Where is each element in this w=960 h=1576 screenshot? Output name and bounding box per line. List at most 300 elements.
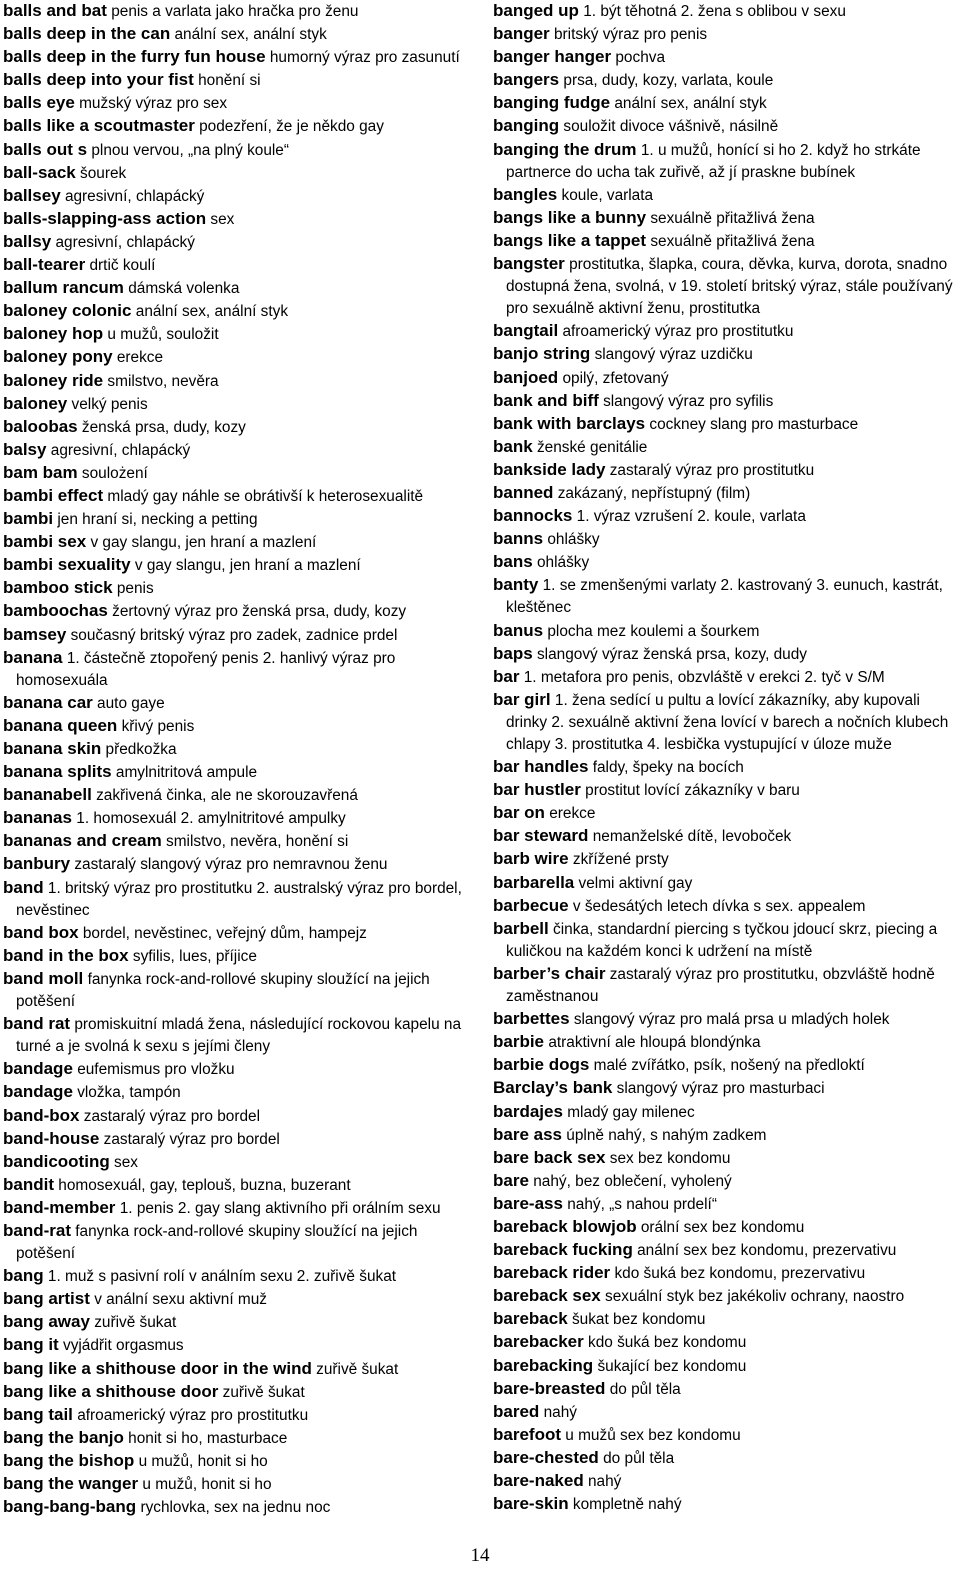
entry-definition: atraktivní ale hloupá blondýnka xyxy=(548,1034,761,1052)
entry-term: banjo string xyxy=(493,344,591,364)
entry-term: barefoot xyxy=(493,1424,561,1444)
entry-definition: 1. být těhotná 2. žena s oblibou v sexu xyxy=(583,3,846,20)
entry-term: bare-breasted xyxy=(493,1378,606,1398)
entry-definition: amylnitritová ampule xyxy=(115,764,258,782)
entry-term: ball-sack xyxy=(3,162,76,182)
entry-term: banbury xyxy=(3,854,71,874)
dictionary-entry xyxy=(3,323,465,346)
entry-definition: anální sex, anální styk xyxy=(614,95,767,113)
entry-definition: sexuálně přitažlivá žena xyxy=(650,209,815,227)
dictionary-entry xyxy=(3,393,465,416)
dictionary-entry xyxy=(3,1058,465,1081)
dictionary-entry xyxy=(3,922,465,945)
dictionary-entry xyxy=(3,830,465,853)
entry-term: baps xyxy=(493,643,533,663)
dictionary-entry xyxy=(3,647,465,692)
entry-term: banana splits xyxy=(3,762,112,782)
entry-definition: nahý, bez oblečení, vyholený xyxy=(533,1172,732,1190)
entry-term: ballsey xyxy=(3,185,61,205)
entry-definition: afroamerický výraz pro prostitutku xyxy=(562,323,794,341)
entry-term: barbecue xyxy=(493,895,569,915)
entry-term: bareback xyxy=(493,1309,568,1329)
entry-term: bandit xyxy=(3,1174,54,1194)
entry-term: bangles xyxy=(493,184,558,204)
dictionary-entry xyxy=(3,1151,465,1174)
entry-term: bare-naked xyxy=(493,1471,584,1490)
dictionary-entry xyxy=(3,1334,465,1357)
entry-definition: anální sex, anální styk xyxy=(135,303,289,321)
entry-term: bananas xyxy=(3,808,72,828)
entry-term: bangers xyxy=(493,70,560,90)
entry-definition: slangový výraz pro malá prsa u mladých holek xyxy=(573,1011,890,1029)
entry-definition: zuřivě šukat xyxy=(316,1360,399,1378)
dictionary-entry xyxy=(493,1147,955,1170)
entry-term: bang tail xyxy=(3,1404,73,1424)
dictionary-entry xyxy=(493,1378,955,1401)
entry-definition: mužský výraz pro sex xyxy=(79,95,228,113)
entry-term: barbarella xyxy=(493,872,575,892)
dictionary-entry xyxy=(493,320,955,343)
entry-definition: agresivní, chlapácký xyxy=(64,187,205,205)
dictionary-entry xyxy=(493,343,955,366)
dictionary-entry xyxy=(3,115,465,138)
entry-definition: slangový výraz pro masturbaci xyxy=(616,1080,825,1098)
entry-term: Barclay’s bank xyxy=(493,1078,613,1098)
entry-definition: v anální sexu aktivní muž xyxy=(94,1291,267,1309)
entry-definition: dámská volenka xyxy=(128,280,240,298)
dictionary-entry xyxy=(493,253,955,320)
entry-definition: plnou vervou, „na plný koule“ xyxy=(91,141,289,159)
entry-definition: ženské genitálie xyxy=(536,438,648,456)
entry-term: barebacking xyxy=(493,1355,594,1375)
entry-term: bar handles xyxy=(493,757,589,777)
entry-definition: u mužů, honit si ho xyxy=(142,1476,272,1493)
entry-definition: agresivní, chlapácký xyxy=(50,441,191,459)
entry-term: balls deep into your fist xyxy=(3,70,194,90)
dictionary-entry xyxy=(493,1101,955,1124)
entry-term: bang the bishop xyxy=(3,1450,135,1470)
entry-term: barbie dogs xyxy=(493,1055,590,1075)
entry-definition: žertovný výraz pro ženská prsa, dudy, kozy xyxy=(112,603,407,621)
entry-definition: v gay slangu, jen hraní a mazlení xyxy=(134,557,361,575)
entry-definition: mladý gay náhle se obrátivší k heterosexualitě xyxy=(107,487,424,505)
dictionary-entry xyxy=(3,1197,465,1220)
entry-term: banging fudge xyxy=(493,93,611,113)
dictionary-entry xyxy=(3,485,465,508)
entry-definition: eufemismus pro vložku xyxy=(77,1061,235,1079)
entry-definition: 1. u mužů, honící si ho 2. když ho strkáte partnerce do ucha tak zuřivě, až jí praskne bubínek xyxy=(506,141,921,181)
dictionary-entry xyxy=(3,0,465,23)
dictionary-entry xyxy=(493,689,955,756)
dictionary-entry xyxy=(493,115,955,138)
entry-term: bankside lady xyxy=(493,459,606,479)
entry-term: balls and bat xyxy=(3,1,107,20)
entry-definition: ženská prsa, dudy, kozy xyxy=(81,418,246,436)
dictionary-entry xyxy=(493,756,955,779)
dictionary-entry xyxy=(493,1308,955,1331)
dictionary-entry xyxy=(3,162,465,185)
dictionary-entry xyxy=(3,945,465,968)
entry-term: bar hustler xyxy=(493,780,581,800)
dictionary-entry xyxy=(493,413,955,436)
entry-definition: kdo šuká bez kondomu xyxy=(588,1334,747,1352)
dictionary-entry xyxy=(493,1031,955,1054)
entry-definition: u mužů sex bez kondomu xyxy=(565,1426,741,1444)
entry-term: bangster xyxy=(493,254,565,274)
dictionary-entry xyxy=(3,1105,465,1128)
entry-definition: prostitut lovící zákazníky v baru xyxy=(585,782,800,800)
entry-definition: zastaralý výraz pro bordel xyxy=(103,1130,280,1148)
entry-term: bam bam xyxy=(3,462,78,482)
entry-term: bare-ass xyxy=(493,1193,563,1213)
entry-definition: syfilis, lues, příjice xyxy=(132,947,257,965)
dictionary-entry xyxy=(3,577,465,600)
entry-definition: 1. žena sedící u pultu a lovící zákazníky, aby kupovali drinky 2. sexuálně aktivní žena lovící v barech a nočních klubech chlapy 3. prostitutka 4. lesbička vystupující v úloze muže xyxy=(506,691,949,753)
entry-term: bamboo stick xyxy=(3,578,113,598)
entry-definition: zastaralý výraz pro bordel xyxy=(83,1107,260,1125)
entry-definition: humorný výraz pro zasunutí xyxy=(269,49,460,67)
dictionary-entry xyxy=(3,554,465,577)
dictionary-entry xyxy=(3,23,465,46)
dictionary-entry xyxy=(3,807,465,830)
dictionary-entry xyxy=(493,367,955,390)
entry-definition: smilstvo, nevěra, honění si xyxy=(166,833,349,851)
entry-term: bang like a shithouse door in the wind xyxy=(3,1358,312,1378)
entry-definition: kdo šuká bez kondomu, prezervativu xyxy=(614,1265,866,1283)
entry-term: balls eye xyxy=(3,93,75,113)
entry-term: banana skin xyxy=(3,739,102,758)
entry-term: band rat xyxy=(3,1014,71,1034)
entry-term: balls out s xyxy=(3,139,88,159)
dictionary-entry xyxy=(3,1358,465,1381)
entry-term: band xyxy=(3,877,44,897)
entry-term: bang it xyxy=(3,1335,59,1355)
entry-term: balls deep in the can xyxy=(3,24,171,44)
entry-term: ballum rancum xyxy=(3,278,124,298)
entry-term: barbettes xyxy=(493,1009,570,1029)
dictionary-entry xyxy=(493,92,955,115)
entry-term: bank and biff xyxy=(493,390,599,410)
entry-term: balsy xyxy=(3,439,47,459)
dictionary-entry xyxy=(3,853,465,876)
entry-definition: drtič koulí xyxy=(89,257,156,275)
entry-definition: křivý penis xyxy=(121,717,195,735)
entry-definition: šukat bez kondomu xyxy=(571,1311,706,1329)
entry-definition: plocha mez koulemi a šourkem xyxy=(547,622,760,640)
dictionary-entry xyxy=(3,1450,465,1473)
dictionary-entry xyxy=(493,1193,955,1216)
entry-term: bandage xyxy=(3,1082,73,1102)
entry-definition: slangový výraz pro syfilis xyxy=(603,392,774,410)
entry-term: bandage xyxy=(3,1059,73,1079)
entry-definition: 1. britský výraz pro prostitutku 2. australský výraz pro bordel, nevěstinec xyxy=(16,879,462,919)
entry-term: baloobas xyxy=(3,416,78,436)
entry-term: bananabell xyxy=(3,785,92,805)
dictionary-entry xyxy=(3,69,465,92)
entry-definition: 1. částečně ztopořený penis 2. hanlivý výraz pro homosexuála xyxy=(16,649,396,689)
entry-term: bare-skin xyxy=(493,1494,569,1514)
entry-definition: sex xyxy=(114,1153,138,1171)
entry-definition: smilstvo, nevěra xyxy=(107,372,219,390)
entry-term: banana xyxy=(3,647,63,667)
entry-definition: činka, standardní piercing s tyčkou jdoucí skrz, piecing a kuličkou na každém konci k udržení na místě xyxy=(506,920,938,960)
entry-term: bar girl xyxy=(493,689,551,709)
dictionary-entry xyxy=(3,46,465,69)
dictionary-entry xyxy=(3,531,465,554)
dictionary-entry xyxy=(493,184,955,207)
dictionary-entry xyxy=(493,1239,955,1262)
dictionary-entry xyxy=(493,482,955,505)
dictionary-entry xyxy=(493,1077,955,1100)
entry-definition: 1. homosexuál 2. amylnitritové ampulky xyxy=(76,810,346,828)
entry-definition: erekce xyxy=(116,349,164,367)
entry-definition: promiskuitní mladá žena, následující rockovou kapelu na turné a je svolná k sexu s jejími členy xyxy=(16,1016,462,1056)
entry-definition: do půl těla xyxy=(603,1449,675,1467)
dictionary-entry xyxy=(493,1401,955,1424)
dictionary-entry xyxy=(3,784,465,807)
dictionary-entry xyxy=(3,1174,465,1197)
entry-definition: fanynka rock-and-rollové skupiny sloužící na jejich potěšení xyxy=(16,970,430,1011)
entry-definition: opilý, zfetovaný xyxy=(562,369,669,387)
entry-definition: ohlášky xyxy=(536,554,590,572)
entry-definition: prostitutka, šlapka, coura, děvka, kurva, dorota, snadno dostupná žena, svolná, v 19. století britský výraz, stále používaný pro sexuálně aktivní ženu, prostitutka xyxy=(506,256,953,318)
entry-definition: penis a varlata jako hračka pro ženu xyxy=(111,3,359,20)
entry-term: bans xyxy=(493,552,533,572)
dictionary-entry xyxy=(493,23,955,46)
dictionary-entry xyxy=(3,1288,465,1311)
entry-term: bar on xyxy=(493,803,545,823)
entry-definition: podezření, že je někdo gay xyxy=(199,118,384,136)
entry-definition: zakřivená činka, ale ne skorouzavřená xyxy=(96,787,358,805)
dictionary-entry xyxy=(493,895,955,918)
dictionary-entry xyxy=(493,528,955,551)
entry-definition: sexuální styk bez jakékoliv ochrany, naostro xyxy=(605,1288,905,1306)
entry-term: barbell xyxy=(493,918,549,938)
entry-definition: zakázaný, nepřístupný (film) xyxy=(557,484,751,502)
entry-term: band box xyxy=(3,922,79,942)
dictionary-entry xyxy=(493,1447,955,1470)
entry-term: banged up xyxy=(493,1,579,20)
dictionary-entry xyxy=(493,574,955,619)
entry-term: bardajes xyxy=(493,1101,563,1121)
entry-term: banty xyxy=(493,575,539,595)
entry-definition: 1. se zmenšenými varlaty 2. kastrovaný 3. eunuch, kastrát, kleštěnec xyxy=(506,577,943,617)
dictionary-entry xyxy=(493,1470,955,1493)
dictionary-entry xyxy=(493,139,955,184)
dictionary-entry xyxy=(3,370,465,393)
entry-term: baloney colonic xyxy=(3,301,132,321)
entry-definition: erekce xyxy=(549,805,596,823)
entry-term: ball-tearer xyxy=(3,255,86,275)
entry-term: baloney pony xyxy=(3,347,113,367)
dictionary-entry xyxy=(493,620,955,643)
entry-definition: cockney slang pro masturbace xyxy=(649,415,859,433)
entry-term: bangs like a tappet xyxy=(493,230,647,250)
entry-definition: slangový výraz uzdičku xyxy=(594,346,753,364)
dictionary-entry xyxy=(493,1424,955,1447)
entry-definition: anální sex bez kondomu, prezervativu xyxy=(637,1242,897,1260)
dictionary-entry xyxy=(3,300,465,323)
entry-term: banger xyxy=(493,24,550,44)
dictionary-entry xyxy=(493,666,955,689)
right-column xyxy=(493,0,955,1516)
entry-definition: honit si ho, masturbace xyxy=(128,1429,288,1447)
entry-definition: předkožka xyxy=(105,741,177,758)
entry-definition: koule, varlata xyxy=(561,186,654,204)
entry-definition: zkřížené prsty xyxy=(572,851,669,869)
entry-definition: velmi aktivní gay xyxy=(578,874,693,892)
entry-term: band-member xyxy=(3,1197,116,1217)
entry-definition: anální sex, anální styk xyxy=(174,26,327,44)
dictionary-entry xyxy=(493,1493,955,1516)
entry-term: baloney hop xyxy=(3,324,104,344)
dictionary-entry xyxy=(493,1216,955,1239)
entry-term: bang artist xyxy=(3,1289,90,1309)
dictionary-entry xyxy=(493,207,955,230)
entry-definition: honění si xyxy=(198,72,261,90)
dictionary-entry xyxy=(3,185,465,208)
entry-definition: u mužů, honit si ho xyxy=(138,1452,268,1470)
dictionary-entry xyxy=(493,46,955,69)
entry-term: bambi sexuality xyxy=(3,555,131,575)
entry-term: band-house xyxy=(3,1128,100,1148)
entry-term: banana queen xyxy=(3,715,118,735)
entry-definition: afroamerický výraz pro prostitutku xyxy=(77,1406,309,1424)
dictionary-entry xyxy=(493,802,955,825)
page-number: 14 xyxy=(470,1545,490,1566)
entry-term: bang like a shithouse door xyxy=(3,1381,219,1401)
entry-definition: nahý xyxy=(587,1473,622,1490)
dictionary-entry xyxy=(3,254,465,277)
entry-definition: penis xyxy=(116,580,154,598)
entry-term: balls like a scoutmaster xyxy=(3,116,195,136)
dictionary-entry xyxy=(3,277,465,300)
entry-definition: nemanželské dítě, levoboček xyxy=(592,828,792,846)
entry-term: bare back sex xyxy=(493,1147,606,1167)
entry-definition: jen hraní si, necking a petting xyxy=(57,511,258,529)
entry-term: bambi effect xyxy=(3,485,104,505)
entry-definition: zuřivě šukat xyxy=(94,1314,177,1332)
entry-term: bare xyxy=(493,1170,529,1190)
entry-definition: faldy, špeky na bocích xyxy=(592,759,744,777)
entry-term: banned xyxy=(493,482,554,502)
dictionary-entry xyxy=(3,139,465,162)
entry-definition: velký penis xyxy=(71,395,148,413)
entry-term: bare-chested xyxy=(493,1447,599,1467)
entry-definition: malé zvířátko, psík, nošený na předloktí xyxy=(593,1057,865,1075)
dictionary-entry xyxy=(493,459,955,482)
dictionary-entry xyxy=(493,1054,955,1077)
dictionary-entry xyxy=(493,848,955,871)
entry-definition: britský výraz pro penis xyxy=(553,26,708,44)
dictionary-entry xyxy=(3,1381,465,1404)
dictionary-entry xyxy=(3,738,465,761)
entry-definition: sex xyxy=(210,210,235,228)
entry-definition: rychlovka, sex na jednu noc xyxy=(140,1499,331,1517)
entry-term: barb wire xyxy=(493,849,569,869)
dictionary-entry xyxy=(3,600,465,623)
entry-definition: 1. penis 2. gay slang aktivního při orálním sexu xyxy=(119,1199,441,1217)
dictionary-entry xyxy=(3,624,465,647)
entry-term: banns xyxy=(493,529,544,549)
entry-term: bang the banjo xyxy=(3,1427,124,1447)
entry-term: bangs like a bunny xyxy=(493,207,647,227)
entry-term: banging the drum xyxy=(493,139,637,159)
entry-definition: sex bez kondomu xyxy=(609,1149,731,1167)
entry-term: bar steward xyxy=(493,826,589,846)
entry-definition: soulożení xyxy=(81,464,148,482)
dictionary-entry xyxy=(493,1331,955,1354)
entry-term: bambi sex xyxy=(3,532,87,552)
entry-term: balls deep in the furry fun house xyxy=(3,47,266,67)
entry-term: bang-bang-bang xyxy=(3,1497,137,1517)
dictionary-entry xyxy=(493,505,955,528)
entry-definition: nahý xyxy=(543,1403,577,1421)
entry-definition: slangový výraz ženská prsa, kozy, dudy xyxy=(536,645,807,663)
entry-definition: 1. muž s pasivní rolí v análním sexu 2. zuřivě šukat xyxy=(47,1268,397,1286)
entry-term: bar xyxy=(493,666,520,686)
entry-term: banus xyxy=(493,620,544,640)
dictionary-entry xyxy=(3,92,465,115)
entry-term: bank xyxy=(493,436,533,456)
entry-term: banging xyxy=(493,116,560,136)
entry-definition: v gay slangu, jen hraní a mazlení xyxy=(90,534,317,552)
entry-definition: ohlášky xyxy=(547,531,600,549)
dictionary-entry xyxy=(493,825,955,848)
entry-definition: zastaralý výraz pro prostitutku xyxy=(609,461,815,479)
entry-definition: sexuálně přitažlivá žena xyxy=(650,232,815,250)
dictionary-entry xyxy=(493,1285,955,1308)
entry-definition: vyjádřit orgasmus xyxy=(63,1337,184,1355)
entry-definition: kompletně nahý xyxy=(572,1496,682,1514)
entry-term: band moll xyxy=(3,968,84,988)
dictionary-entry xyxy=(493,643,955,666)
dictionary-entry xyxy=(3,1404,465,1427)
dictionary-entry xyxy=(3,1496,465,1519)
entry-definition: 1. výraz vzrušení 2. koule, varlata xyxy=(576,508,806,526)
entry-definition: nahý, „s nahou prdelí“ xyxy=(567,1195,717,1213)
entry-definition: úplně nahý, s nahým zadkem xyxy=(566,1126,767,1144)
entry-term: banjoed xyxy=(493,367,559,387)
entry-term: baloney ride xyxy=(3,370,104,390)
dictionary-entry xyxy=(493,872,955,895)
entry-definition: fanynka rock-and-rollové skupiny sloužící na jejich potěšení xyxy=(16,1222,418,1263)
entry-term: band-rat xyxy=(3,1220,71,1240)
entry-definition: 1. metafora pro penis, obzvláště v erekci 2. tyč v S/M xyxy=(523,668,885,686)
entry-definition: prsa, dudy, kozy, varlata, koule xyxy=(563,72,774,90)
entry-term: bareback rider xyxy=(493,1263,611,1283)
entry-term: bang the wanger xyxy=(3,1474,139,1493)
entry-definition: v šedesátých letech dívka s sex. appealem xyxy=(572,897,866,915)
entry-definition: šourek xyxy=(80,164,127,182)
entry-definition: zastaralý slangový výraz pro nemravnou ženu xyxy=(74,856,388,874)
entry-term: baloney xyxy=(3,393,68,413)
entry-definition: současný britský výraz pro zadek, zadnice prdel xyxy=(70,626,398,644)
entry-term: bank with barclays xyxy=(493,413,646,433)
entry-term: bannocks xyxy=(493,506,573,526)
dictionary-entry xyxy=(3,1013,465,1058)
entry-term: bandicooting xyxy=(3,1151,110,1171)
entry-term: bareback fucking xyxy=(493,1240,633,1260)
dictionary-entry xyxy=(3,1128,465,1151)
dictionary-entry xyxy=(3,968,465,1013)
dictionary-entry xyxy=(3,1220,465,1265)
dictionary-entry xyxy=(493,963,955,1008)
entry-definition: do půl těla xyxy=(609,1380,681,1398)
dictionary-entry xyxy=(3,439,465,462)
entry-term: bareback blowjob xyxy=(493,1216,637,1236)
entry-term: bare ass xyxy=(493,1124,562,1144)
